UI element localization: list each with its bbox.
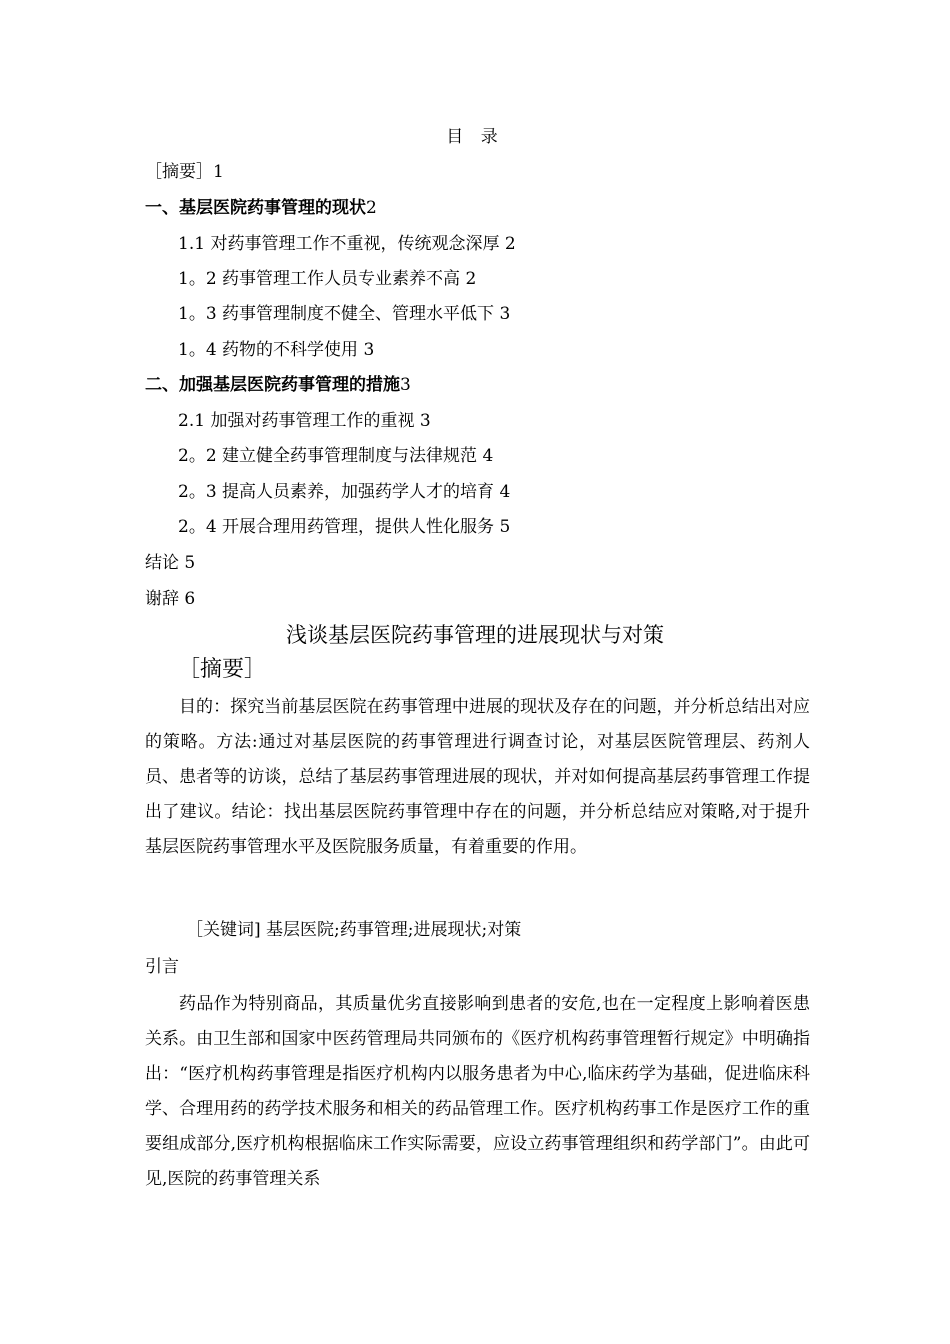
toc-entry-label: 二、加强基层医院药事管理的措施 <box>145 375 400 395</box>
toc-title: 目 录 <box>446 127 504 147</box>
toc-entry-label: 一、基层医院药事管理的现状 <box>145 198 366 218</box>
intro-heading: 引言 <box>145 957 179 977</box>
toc-entry-1-1: 1.1 对药事管理工作不重视，传统观念深厚 2 <box>178 234 516 254</box>
toc-entry-section-2 <box>145 373 411 397</box>
toc-entry-1-4: 1。4 药物的不科学使用 3 <box>178 340 375 360</box>
toc-entry-2-2: 2。2 建立健全药事管理制度与法律规范 4 <box>178 446 494 466</box>
abstract-paragraph: 目的：探究当前基层医院在药事管理中进展的现状及存在的问题，并分析总结出对应的策略。方法:通过对基层医院的药事管理进行调查讨论，对基层医院管理层、药剂人员、患者等的访谈，总结了基层药事管理进展的现状，并对如何提高基层药事管理工作提出了建议。结论：找出基层医院药事管理中存在的问题，并分析总结应对策略,对于提升基层医院药事管理水平及医院服务质量，有着重要的作用。 <box>145 697 810 857</box>
toc-entry-1-3: 1。3 药事管理制度不健全、管理水平低下 3 <box>178 304 511 324</box>
intro-paragraph: 药品作为特别商品，其质量优劣直接影响到患者的安危,也在一定程度上影响着医患关系。由卫生部和国家中医药管理局共同颁布的《医疗机构药事管理暂行规定》中明确指出：“医疗机构药事管理是指医疗机构内以服务患者为中心,临床药学为基础，促进临床科学、合理用药的药学技术服务和相关的药品管理工作。医疗机构药事工作是医疗工作的重要组成部分,医疗机构根据临床工作实际需要，应设立药事管理组织和药学部门”。由此可见,医院的药事管理关系 <box>145 994 810 1189</box>
keywords-line: ［关键词] 基层医院;药事管理;进展现状;对策 <box>186 920 522 940</box>
toc-entry-2-4: 2。4 开展合理用药管理，提供人性化服务 5 <box>178 517 511 537</box>
toc-entry-acknowledgements: 谢辞 6 <box>145 589 196 609</box>
toc-entry-2-1: 2.1 加强对药事管理工作的重视 3 <box>178 411 431 431</box>
toc-entry-conclusion: 结论 5 <box>145 553 196 573</box>
toc-entry-section-1 <box>145 196 377 220</box>
toc-entry-1-2: 1。2 药事管理工作人员专业素养不高 2 <box>178 269 477 289</box>
toc-entry-abstract: ［摘要］1 <box>145 162 224 182</box>
toc-entry-page: 3 <box>400 375 411 395</box>
abstract-heading: ［摘要］ <box>178 657 267 682</box>
toc-entry-2-3: 2。3 提高人员素养，加强药学人才的培育 4 <box>178 482 511 502</box>
document-title: 浅谈基层医院药事管理的进展现状与对策 <box>286 623 664 647</box>
toc-entry-page: 2 <box>366 198 377 218</box>
